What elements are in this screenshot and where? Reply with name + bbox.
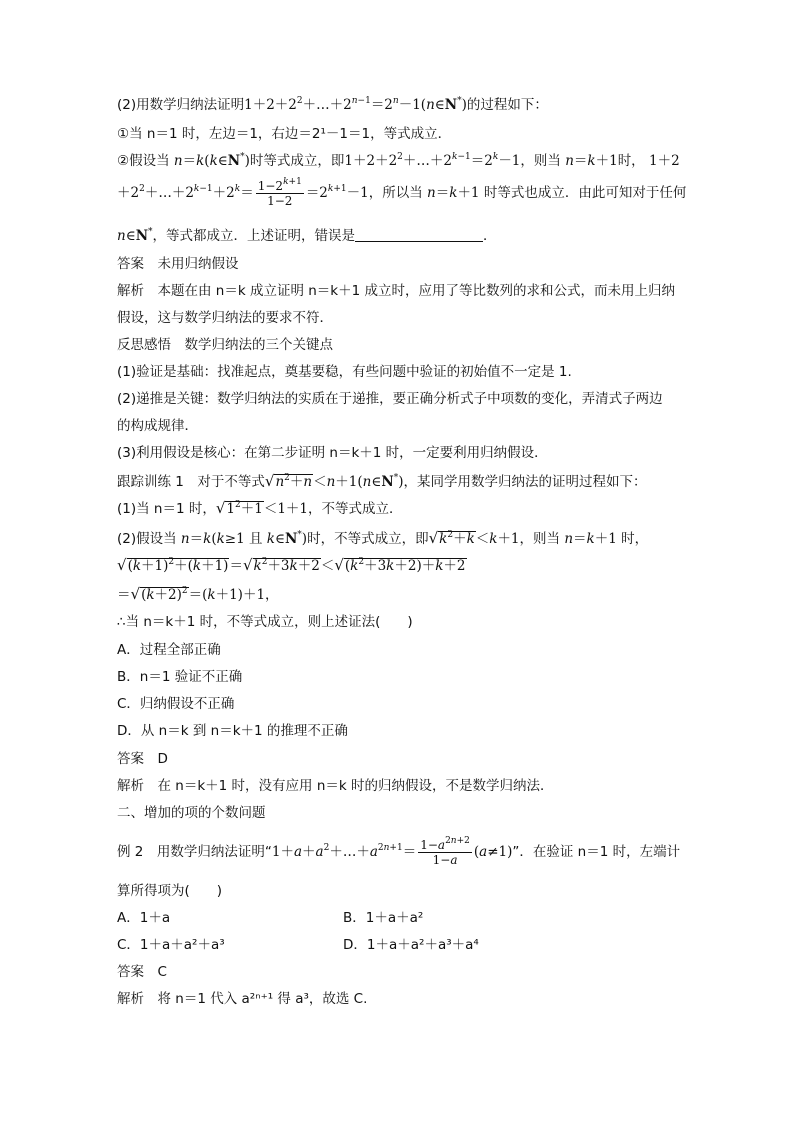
- example2-title-cont: 算所得项为( ): [117, 883, 223, 899]
- problem2-answer: 答案 未用归纳假设: [117, 256, 239, 272]
- example2-option-a[interactable]: A．1＋a: [117, 910, 171, 926]
- reflection-point-2a: (2)递推是关键：数学归纳法的实质在于递推，要正确分析式子中项数的变化，弄清式子两边: [117, 391, 663, 407]
- example2-analysis: 解析 将 n＝1 代入 a²ⁿ⁺¹ 得 a³，故选 C.: [117, 991, 368, 1007]
- problem2-analysis-line1: 解析 本题在由 n＝k 成立证明 n＝k＋1 成立时，应用了等比数列的求和公式，而未用上归纳: [117, 283, 676, 299]
- reflection-point-2b: 的构成规律．: [117, 418, 198, 434]
- analysis-tag: 解析: [117, 778, 144, 794]
- exercise1-option-b[interactable]: B．n＝1 验证不正确: [117, 669, 243, 685]
- exercise1-step2: (2)假设当 n＝k(k≥1 且 k∈N*)时，不等式成立，即$√k^2+k<k+1$，则当 n＝k＋1 时，: [117, 529, 649, 547]
- example2-option-d[interactable]: D．1＋a＋a²＋a³＋a⁴: [343, 937, 479, 953]
- section-heading: 二、增加的项的个数问题: [117, 805, 266, 821]
- problem2-step2-line2: $+2^2+\dots+2^{k-1}+2^k=$ $\frac{1-2^{k+1}}{1-2}$ $=2^{k+1}-1$，所以当 n＝k＋1 时等式也成立．由此可知对于任何: [117, 177, 687, 208]
- problem2-analysis-line2: 假设，这与数学归纳法的要求不符．: [117, 310, 333, 326]
- reflection-title: 反思感悟 数学归纳法的三个关键点: [117, 337, 333, 353]
- exercise1-conclusion: ∴当 n＝k＋1 时，不等式成立，则上述证法( ): [117, 614, 413, 630]
- exercise1-answer: 答案 D: [117, 751, 168, 767]
- sum-fraction: $\frac{1-2^{k+1}}{1-2}$: [257, 177, 302, 208]
- answer-tag: 答案: [117, 751, 144, 767]
- geometric-fraction: $\frac{1-a^{2n+2}}{1-a}$: [420, 836, 470, 867]
- answer-tag: 答案: [117, 964, 144, 980]
- problem2-step1: ①当 n＝1 时，左边＝1，右边＝2¹－1＝1，等式成立．: [117, 126, 452, 142]
- exercise1-analysis: 解析 在 n＝k＋1 时，没有应用 n＝k 时的归纳假设，不是数学归纳法．: [117, 778, 554, 794]
- answer-tag: 答案: [117, 256, 144, 272]
- exercise1-step3: $√(k+1)^2+(k+1)=√k^2+3k+2<√(k^2+3k+2)+k+2$: [117, 556, 466, 574]
- problem2-step2-line1: ②假设当 n＝k(k∈N*)时等式成立，即$1+2+2^2+\dots+2^{k-1}=2^k-1$，则当 n＝k＋1时， 1＋2: [117, 152, 680, 169]
- answer-blank[interactable]: [355, 227, 483, 242]
- exercise1-step1: (1)当 n＝1 时，$√1^2+1<1+1$，不等式成立．: [117, 499, 403, 517]
- analysis-tag: 解析: [117, 283, 144, 299]
- example2-option-c[interactable]: C．1＋a＋a²＋a³: [117, 937, 225, 953]
- reflection-point-1: (1)验证是基础：找准起点，奠基要稳，有些问题中验证的初始值不一定是 1.: [117, 364, 572, 380]
- problem2-step2-line3: n∈N*，等式都成立．上述证明，错误是 ．: [117, 227, 497, 244]
- exercise1-option-a[interactable]: A．过程全部正确: [117, 642, 221, 658]
- exercise1-option-d[interactable]: D．从 n＝k 到 n＝k＋1 的推理不正确: [117, 723, 348, 739]
- analysis-tag: 解析: [117, 991, 144, 1007]
- example2-title: 例 2 用数学归纳法证明“$1+a+a^2+\dots+a^{2n+1}=$ $\frac{1-a^{2n+2}}{1-a}$ (a≠1)”．在验证 n＝1 时，左端计: [117, 836, 681, 867]
- exercise1-step4: $=√(k+2)^2=(k+1)+1$，: [117, 585, 279, 603]
- example2-answer: 答案 C: [117, 964, 167, 980]
- reflection-point-3: (3)利用假设是核心：在第二步证明 n＝k＋1 时，一定要利用归纳假设．: [117, 445, 548, 461]
- example2-option-b[interactable]: B．1＋a＋a²: [343, 910, 424, 926]
- exercise1-option-c[interactable]: C．归纳假设不正确: [117, 696, 235, 712]
- exercise1-title: 跟踪训练 1 对于不等式$√n^2+n<n+1(n\in N^*)$，某同学用数学归纳法的证明过程如下：: [117, 472, 647, 490]
- problem2-intro: (2)用数学归纳法证明$1+2+2^2+\dots+2^{n-1}=2^n-1(n\in N^*)$的过程如下：: [117, 96, 548, 113]
